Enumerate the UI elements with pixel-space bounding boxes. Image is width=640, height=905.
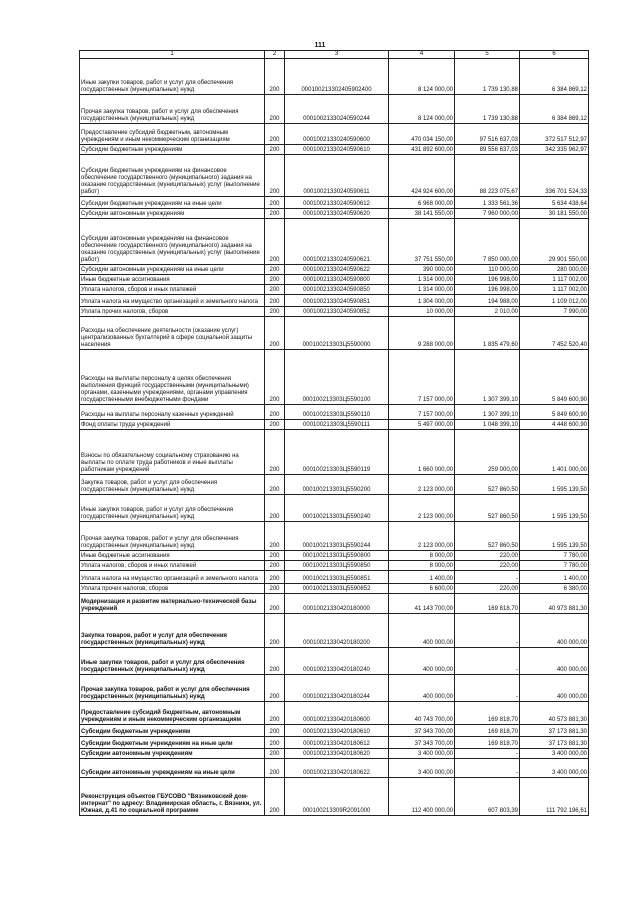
row-kbk: 00010021330420180200: [285, 614, 389, 648]
row-name: Иные закупки товаров, работ и услуг для обеспечения государственных (муниципальных) нужд: [80, 495, 265, 522]
table-row: [80, 197, 589, 209]
row-name: Расходы на выплаты персоналу казенных учреждений: [80, 405, 265, 420]
row-executed: 169 818,70: [455, 725, 520, 737]
row-kbk: 00010021330240590621: [285, 219, 389, 265]
row-executed: -: [455, 759, 520, 778]
row-plan: 8 124 000,00: [389, 59, 455, 95]
row-kbk: 000100213303Ц5590851: [285, 571, 389, 584]
row-name: Закупка товаров, работ и услуг для обеспечения государственных (муниципальных) нужд: [80, 475, 265, 495]
row-name: Закупка товаров, работ и услуг для обеспечения государственных (муниципальных) нужд: [80, 614, 265, 648]
page-number: 111: [314, 42, 326, 49]
row-kbk: 00010021330240590851: [285, 295, 389, 307]
row-executed: 7 960 000,00: [455, 209, 520, 219]
row-name: Уплата прочих налогов, сборов: [80, 584, 265, 594]
row-code: 200: [265, 317, 285, 350]
row-executed: 7 850 000,00: [455, 219, 520, 265]
row-name: Субсидии автономным учреждениям на финансовое обеспечение государственного (муниципального) задания на оказание государственных (муниципальных) услуг (выполнение работ): [80, 219, 265, 265]
row-executed: 1 048 399,10: [455, 420, 520, 430]
row-kbk: 000100213303Ц5590800: [285, 551, 389, 561]
row-plan: 400 000,00: [389, 648, 455, 675]
table-row: [80, 571, 589, 584]
row-kbk: 00010021330420180610: [285, 725, 389, 737]
row-code: 200: [265, 749, 285, 759]
row-code: 200: [265, 405, 285, 420]
row-name: Иные бюджетные ассигнования: [80, 551, 265, 561]
row-code: 200: [265, 675, 285, 702]
row-code: 200: [265, 209, 285, 219]
row-kbk: 000100213303Ц5590119: [285, 430, 389, 475]
row-plan: 400 000,00: [389, 675, 455, 702]
row-kbk: 000100213303Ц5590000: [285, 317, 389, 350]
row-plan: 40 743 700,00: [389, 702, 455, 725]
row-remaining: 400 000,00: [520, 648, 589, 675]
row-name: Расходы на обеспечение деятельности (оказание услуг) централизованных бухгалтерий в сфере социальной защиты населения: [80, 317, 265, 350]
row-name: Субсидии автономным учреждениям: [80, 749, 265, 759]
row-plan: 9 288 000,00: [389, 317, 455, 350]
row-code: 200: [265, 350, 285, 405]
row-kbk: 000100213303Ц5590110: [285, 405, 389, 420]
row-executed: 89 556 637,03: [455, 145, 520, 155]
row-executed: 196 998,00: [455, 275, 520, 285]
row-plan: 6 968 000,00: [389, 197, 455, 209]
table-row: [80, 584, 589, 594]
row-code: 200: [265, 145, 285, 155]
row-remaining: 6 380,00: [520, 584, 589, 594]
row-remaining: 3 400 000,00: [520, 749, 589, 759]
row-remaining: 1 595 139,50: [520, 522, 589, 551]
row-executed: 259 000,00: [455, 430, 520, 475]
row-executed: 1 739 130,88: [455, 95, 520, 124]
table-row: [80, 405, 589, 420]
row-kbk: 000100213309R2091000: [285, 778, 389, 816]
row-plan: 390 000,00: [389, 265, 455, 275]
row-name: Субсидии автономным учреждениям: [80, 209, 265, 219]
row-kbk: 000100213303Ц5590244: [285, 522, 389, 551]
row-kbk: 00010021330240590610: [285, 145, 389, 155]
row-executed: 1 307 399,10: [455, 350, 520, 405]
row-plan: 8 124 000,00: [389, 95, 455, 124]
row-plan: 112 400 000,00: [389, 778, 455, 816]
row-remaining: 7 990,00: [520, 307, 589, 317]
row-plan: 7 157 000,00: [389, 350, 455, 405]
row-kbk: 000100213303Ц5590111: [285, 420, 389, 430]
row-remaining: 342 335 962,97: [520, 145, 589, 155]
table-row: [80, 350, 589, 405]
row-plan: 1 314 000,00: [389, 275, 455, 285]
row-remaining: 30 181 550,00: [520, 209, 589, 219]
row-code: 200: [265, 551, 285, 561]
row-code: 200: [265, 584, 285, 594]
row-remaining: 1 595 139,50: [520, 495, 589, 522]
row-remaining: 7 452 520,40: [520, 317, 589, 350]
row-kbk: 00010021330420180600: [285, 702, 389, 725]
row-plan: 2 123 000,00: [389, 475, 455, 495]
row-executed: -: [455, 675, 520, 702]
row-name: Иные закупки товаров, работ и услуг для обеспечения государственных (муниципальных) нужд: [80, 648, 265, 675]
row-name: Модернизация и развитие материально-технической базы учреждений: [80, 594, 265, 614]
row-executed: 2 010,00: [455, 307, 520, 317]
row-name: Субсидии бюджетным учреждениям: [80, 725, 265, 737]
row-code: 200: [265, 155, 285, 197]
row-kbk: 000100213303Ц5590200: [285, 475, 389, 495]
row-executed: 527 860,50: [455, 495, 520, 522]
row-remaining: 5 849 600,90: [520, 405, 589, 420]
row-remaining: 6 384 869,12: [520, 59, 589, 95]
table-row: [80, 522, 589, 551]
row-kbk: 00010021330420180622: [285, 759, 389, 778]
table-row: [80, 675, 589, 702]
row-kbk: 000100213303Ц5590852: [285, 584, 389, 594]
table-row: [80, 648, 589, 675]
table-row: [80, 59, 589, 95]
row-executed: 196 998,00: [455, 285, 520, 295]
row-plan: 2 123 000,00: [389, 522, 455, 551]
table-row: [80, 737, 589, 749]
table-row: [80, 614, 589, 648]
table-row: [80, 285, 589, 295]
row-plan: 470 034 150,00: [389, 124, 455, 145]
row-kbk: 00010021330240590600: [285, 124, 389, 145]
row-plan: 3 400 000,00: [389, 749, 455, 759]
row-code: 200: [265, 307, 285, 317]
row-name: Прочая закупка товаров, работ и услуг для обеспечения государственных (муниципальных) нужд: [80, 95, 265, 124]
row-code: 200: [265, 124, 285, 145]
row-code: 200: [265, 265, 285, 275]
row-name: Предоставление субсидий бюджетным, автономным учреждениям и иным некоммерческим организациям: [80, 702, 265, 725]
table-row: [80, 95, 589, 124]
row-kbk: 00010021330240590620: [285, 209, 389, 219]
row-name: Фонд оплаты труда учреждений: [80, 420, 265, 430]
row-executed: 1 739 130,88: [455, 59, 520, 95]
row-name: Уплата налога на имущество организаций и земельного налога: [80, 295, 265, 307]
row-name: Субсидии автономным учреждениям на иные цели: [80, 759, 265, 778]
row-executed: 169 818,70: [455, 702, 520, 725]
row-plan: 424 924 600,00: [389, 155, 455, 197]
row-code: 200: [265, 614, 285, 648]
row-code: 200: [265, 475, 285, 495]
row-name: Взносы по обязательному социальному страхованию на выплаты по оплате труда работников и иные выплаты работникам учреждений: [80, 430, 265, 475]
column-header: 4: [389, 51, 455, 59]
table-row: [80, 475, 589, 495]
row-remaining: 40 973 881,30: [520, 594, 589, 614]
row-name: Субсидии автономным учреждениям на иные цели: [80, 265, 265, 275]
table-row: [80, 124, 589, 145]
column-header: 2: [265, 51, 285, 59]
row-remaining: 7 780,00: [520, 561, 589, 571]
row-code: 200: [265, 59, 285, 95]
row-executed: 607 803,39: [455, 778, 520, 816]
row-executed: 220,00: [455, 584, 520, 594]
row-code: 200: [265, 197, 285, 209]
table-row: [80, 209, 589, 219]
column-header: 1: [80, 51, 265, 59]
row-remaining: 1 117 002,00: [520, 285, 589, 295]
row-kbk: 00010021330240590612: [285, 197, 389, 209]
row-remaining: 280 000,00: [520, 265, 589, 275]
row-code: 200: [265, 737, 285, 749]
row-kbk: 00010021330240590852: [285, 307, 389, 317]
row-plan: 3 400 000,00: [389, 759, 455, 778]
row-remaining: 1 595 139,50: [520, 475, 589, 495]
row-code: 200: [265, 594, 285, 614]
row-code: 200: [265, 285, 285, 295]
row-code: 200: [265, 778, 285, 816]
row-remaining: 5 849 600,90: [520, 350, 589, 405]
table-row: [80, 725, 589, 737]
row-executed: 97 516 637,03: [455, 124, 520, 145]
table-row: [80, 594, 589, 614]
row-executed: 220,00: [455, 561, 520, 571]
row-executed: -: [455, 749, 520, 759]
row-kbk: 00010021330420180000: [285, 594, 389, 614]
row-kbk: 00010021330240590850: [285, 285, 389, 295]
row-executed: 1 835 479,60: [455, 317, 520, 350]
row-plan: 7 157 000,00: [389, 405, 455, 420]
column-header: 6: [520, 51, 589, 59]
row-remaining: 400 000,00: [520, 675, 589, 702]
table-row: [80, 155, 589, 197]
row-kbk: 000100213303Ц5590850: [285, 561, 389, 571]
row-name: Расходы на выплаты персоналу в целях обеспечения выполнения функций государственными (муниципальными) органами, казенными учреждениями, органами управления государственными внебюджетными фондами: [80, 350, 265, 405]
row-code: 200: [265, 725, 285, 737]
row-kbk: 00010021330240590611: [285, 155, 389, 197]
row-executed: 88 223 075,67: [455, 155, 520, 197]
row-kbk: 00010021330420180240: [285, 648, 389, 675]
row-remaining: 336 701 524,33: [520, 155, 589, 197]
row-executed: -: [455, 571, 520, 584]
row-executed: -: [455, 614, 520, 648]
row-plan: 38 141 550,00: [389, 209, 455, 219]
row-executed: 110 000,00: [455, 265, 520, 275]
row-remaining: 37 173 881,30: [520, 737, 589, 749]
table-row: [80, 778, 589, 816]
row-code: 200: [265, 495, 285, 522]
row-plan: 1 304 000,00: [389, 295, 455, 307]
column-header: 5: [455, 51, 520, 59]
row-kbk: 000100213302405902400: [285, 59, 389, 95]
row-remaining: 1 109 012,00: [520, 295, 589, 307]
table-row: [80, 551, 589, 561]
row-plan: 37 343 700,00: [389, 737, 455, 749]
table-row: [80, 495, 589, 522]
row-remaining: 4 448 600,90: [520, 420, 589, 430]
row-remaining: 40 573 881,30: [520, 702, 589, 725]
table-row: [80, 749, 589, 759]
row-remaining: 400 000,00: [520, 614, 589, 648]
row-name: Иные закупки товаров, работ и услуг для обеспечения государственных (муниципальных) нужд: [80, 59, 265, 95]
row-plan: 37 751 550,00: [389, 219, 455, 265]
table-row: [80, 265, 589, 275]
row-code: 200: [265, 561, 285, 571]
row-executed: 194 988,00: [455, 295, 520, 307]
row-remaining: 3 400 000,00: [520, 759, 589, 778]
row-plan: 2 123 000,00: [389, 495, 455, 522]
table-row: [80, 307, 589, 317]
row-remaining: 5 634 438,64: [520, 197, 589, 209]
row-executed: 169 818,70: [455, 737, 520, 749]
row-plan: 1 660 000,00: [389, 430, 455, 475]
row-plan: 10 000,00: [389, 307, 455, 317]
row-executed: 527 860,50: [455, 522, 520, 551]
row-remaining: 1 117 002,00: [520, 275, 589, 285]
row-remaining: 6 384 869,12: [520, 95, 589, 124]
row-plan: 6 600,00: [389, 584, 455, 594]
row-plan: 400 000,00: [389, 614, 455, 648]
row-code: 200: [265, 420, 285, 430]
row-code: 200: [265, 295, 285, 307]
row-plan: 1 314 000,00: [389, 285, 455, 295]
table-header-row: [80, 51, 589, 59]
row-executed: 1 333 561,36: [455, 197, 520, 209]
row-kbk: 00010021330420180612: [285, 737, 389, 749]
row-name: Субсидии бюджетным учреждениям на иные цели: [80, 197, 265, 209]
row-code: 200: [265, 219, 285, 265]
table-row: [80, 430, 589, 475]
row-executed: 1 307 399,10: [455, 405, 520, 420]
row-name: Реконструкция объектов ГБУСОВО "Вязниковский дом-интернат" по адресу: Владимирская область, г. Вязники, ул. Южная, д.41 по социальной программе: [80, 778, 265, 816]
row-executed: 169 818,70: [455, 594, 520, 614]
row-name: Уплата налогов, сборов и иных платежей: [80, 285, 265, 295]
row-code: 200: [265, 702, 285, 725]
row-name: Уплата прочих налогов, сборов: [80, 307, 265, 317]
row-plan: 1 400,00: [389, 571, 455, 584]
row-code: 200: [265, 648, 285, 675]
row-remaining: 1 400,00: [520, 571, 589, 584]
table-row: [80, 420, 589, 430]
table-row: [80, 275, 589, 285]
row-remaining: 37 173 881,30: [520, 725, 589, 737]
row-remaining: 1 401 000,00: [520, 430, 589, 475]
row-plan: 431 892 600,00: [389, 145, 455, 155]
row-plan: 41 143 700,00: [389, 594, 455, 614]
row-executed: 220,00: [455, 551, 520, 561]
table-row: [80, 219, 589, 265]
row-executed: 527 860,50: [455, 475, 520, 495]
row-remaining: 111 792 196,61: [520, 778, 589, 816]
row-plan: 37 343 700,00: [389, 725, 455, 737]
row-plan: 8 000,00: [389, 561, 455, 571]
row-code: 200: [265, 430, 285, 475]
row-name: Уплата налога на имущество организаций и земельного налога: [80, 571, 265, 584]
table-body: [80, 59, 589, 816]
row-name: Субсидии бюджетным учреждениям: [80, 145, 265, 155]
row-kbk: 000100213303Ц5590100: [285, 350, 389, 405]
row-name: Субсидии бюджетным учреждениям на финансовое обеспечение государственного (муниципального) задания на оказание государственных (муниципальных) услуг (выполнение работ): [80, 155, 265, 197]
row-name: Прочая закупка товаров, работ и услуг для обеспечения государственных (муниципальных) нужд: [80, 675, 265, 702]
row-name: Прочая закупка товаров, работ и услуг для обеспечения государственных (муниципальных) нужд: [80, 522, 265, 551]
row-plan: 5 497 000,00: [389, 420, 455, 430]
column-header: 3: [285, 51, 389, 59]
row-code: 200: [265, 522, 285, 551]
row-kbk: 00010021330240590244: [285, 95, 389, 124]
row-name: Субсидии бюджетным учреждениям на иные цели: [80, 737, 265, 749]
row-kbk: 00010021330240590800: [285, 275, 389, 285]
row-name: Уплата налогов, сборов и иных платежей: [80, 561, 265, 571]
row-code: 200: [265, 275, 285, 285]
row-name: Предоставление субсидий бюджетным, автономным учреждениям и иным некоммерческим организациям: [80, 124, 265, 145]
row-kbk: 00010021330420180244: [285, 675, 389, 702]
row-kbk: 00010021330420180620: [285, 749, 389, 759]
table-row: [80, 145, 589, 155]
row-executed: -: [455, 648, 520, 675]
table-row: [80, 702, 589, 725]
row-kbk: 00010021330240590622: [285, 265, 389, 275]
table-row: [80, 759, 589, 778]
row-code: 200: [265, 759, 285, 778]
row-remaining: 372 517 512,97: [520, 124, 589, 145]
table-row: [80, 295, 589, 307]
row-name: Иные бюджетные ассигнования: [80, 275, 265, 285]
row-remaining: 7 780,00: [520, 551, 589, 561]
row-code: 200: [265, 95, 285, 124]
row-kbk: 000100213303Ц5590240: [285, 495, 389, 522]
row-code: 200: [265, 571, 285, 584]
table-row: [80, 317, 589, 350]
table-row: [80, 561, 589, 571]
row-remaining: 29 901 550,00: [520, 219, 589, 265]
row-plan: 8 000,00: [389, 551, 455, 561]
budget-table: [79, 50, 589, 816]
